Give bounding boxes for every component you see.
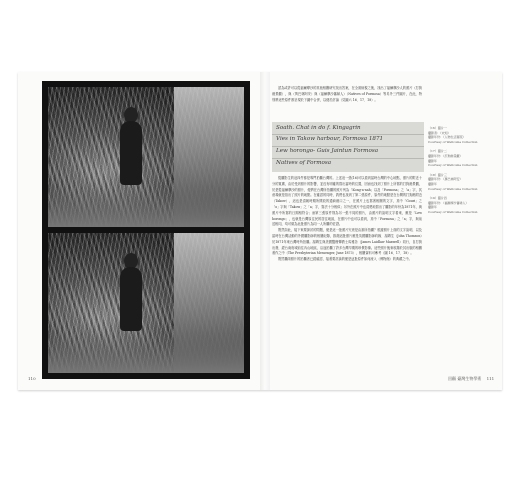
- intro-text: [272, 86, 422, 103]
- caption-title: 攝影年份：（萬巴林阿安）: [428, 177, 463, 182]
- manuscript-line: Soath. Chat in do f. Kingagrin: [276, 125, 361, 131]
- caption-desc: 攝影年: [428, 158, 438, 163]
- caption-label: （19）圖片四: [428, 196, 447, 201]
- right-page-footer: [448, 376, 494, 382]
- ground: [48, 187, 244, 227]
- manuscript-line: Natives of Formosa: [276, 160, 332, 166]
- running-head: 回顧 臺灣生物學術: [448, 376, 482, 381]
- person-figure: [120, 121, 142, 185]
- caption-desc: 攝影年: [428, 181, 438, 186]
- manuscript-rule: [272, 146, 424, 147]
- person-figure: [120, 267, 142, 331]
- book-gutter: [260, 72, 270, 390]
- manuscript-line: Lew horongo- Guis Jaintun Formosa: [276, 148, 379, 154]
- caption: [428, 196, 498, 214]
- caption-desc: 攝影年: [428, 205, 438, 210]
- intro-paragraph: 認為或許可以從福爾摩沙的其他相關研究找出答案，在全面檢視之後，找出了福爾摩沙人的照片（打狗港景觀），與（萬巴林阿安）與（福爾摩沙蕃婦人）（Natives of Formosa）等另外三件圖片，在此，特別將這些原件都呈現於下圖中合併，以便於討論（見圖六 16、17、18）。: [272, 86, 422, 102]
- body-paragraph: 既然如此，接下來要探討的問題，便是這一批照片究竟是由誰所拍攝？根據照片上面的文字說明，以及當時在台灣活動的外國攝影師的相關紀錄，推測這批照片應是英國攝影師約翰．湯姆生（John Thomson）於1871年來台灣時所拍攝。湯姆生與美國醫療傳教士馬雅各（James Laidlaw Maxwell）同行，自打狗出發，經台南府城前往內山地區，沿途拍攝了許多台灣早期的珍貴影像。這些照片後來收錄於其出版的相關著作之中（The Presbyterian Messenger, June 1873），相關資料可參考（圖 16、17、18）。: [272, 228, 422, 256]
- stereo-photograph: [42, 81, 250, 379]
- captions-column: [428, 126, 498, 220]
- caption-credit: Courtesy of Wellcome Collection: [428, 186, 478, 191]
- left-page-number: 110: [28, 376, 36, 381]
- caption-title: 攝影年份：（福爾摩沙蕃婦人）: [428, 200, 469, 205]
- caption-label: （17）圖片二: [428, 149, 447, 154]
- manuscript-image: [272, 122, 424, 172]
- photo-upper-frame: [48, 87, 244, 227]
- photo-lower-frame: [48, 233, 244, 373]
- caption: [428, 173, 498, 191]
- body-paragraph: 從攝影生的這四件都是專門拍攝台灣的。上述這一張(16)可以看到當時台灣的中心地點，照片的附近十分的寬廣，由於受到照片的影響，並沒有明確的寫出當時的位置，因而也找到了照片上所寫的打狗港景觀，於是從福爾摩沙的照片，便將在台灣所拍攝的照片列為「Kong-a-nah」以及「Formosa」之「a」字，其意義就是指出了照片的地點。在確認的同時，我們也找到了第二張原件，原件的地點是在台灣的打狗港附近（Takow），這也是清朝時期所開放的通商港口之一，在照片上也寫著相關的文字，其中「Gouri」之「o」字與「Takow」之「a」字，寫法十分相似；另外在照片中也清楚地寫出了攝影的年份為1871年，與照片中所寫的日期相符合；而第三張原件則為另一張不同的照片，由照片的說明文字看來，應是「Lew horongo」，也就是台灣原住民的居住地區，在照片中也可以看到，其中「Formosa」之「a」字，與前述相同，均可做為此批照片為同一人所攝的佐證。: [272, 176, 422, 227]
- caption-label: （18）圖片三: [428, 172, 447, 177]
- caption-credit: Courtesy of Wellcome Collection: [428, 209, 478, 214]
- body-text: [272, 176, 422, 263]
- caption-credit: Courtesy of Wellcome Collection: [428, 163, 478, 168]
- caption-credit: Courtesy of Wellcome Collection: [428, 139, 478, 144]
- ground: [48, 333, 244, 373]
- caption: [428, 149, 498, 167]
- manuscript-rule: [272, 134, 424, 135]
- manuscript-rule: [272, 158, 424, 159]
- caption: [428, 126, 498, 144]
- manuscript-line: Vies in Takow harbour, Formosa 1871: [276, 136, 384, 142]
- caption-desc: 攝影年份：（人物生活寫照）: [428, 135, 466, 140]
- body-paragraph: 既然攝兩照片的拍攝者已經確認，接著要討論的便是這批原件如何流入（博物館）的典藏之中。: [278, 257, 412, 262]
- caption-title: 攝影者：（未知）: [428, 130, 451, 135]
- caption-title: 攝影年份：（打狗港景觀）: [428, 153, 463, 158]
- right-page-number: 111: [486, 376, 495, 381]
- caption-label: （16）圖片一: [428, 126, 447, 130]
- book-spread: [18, 72, 502, 390]
